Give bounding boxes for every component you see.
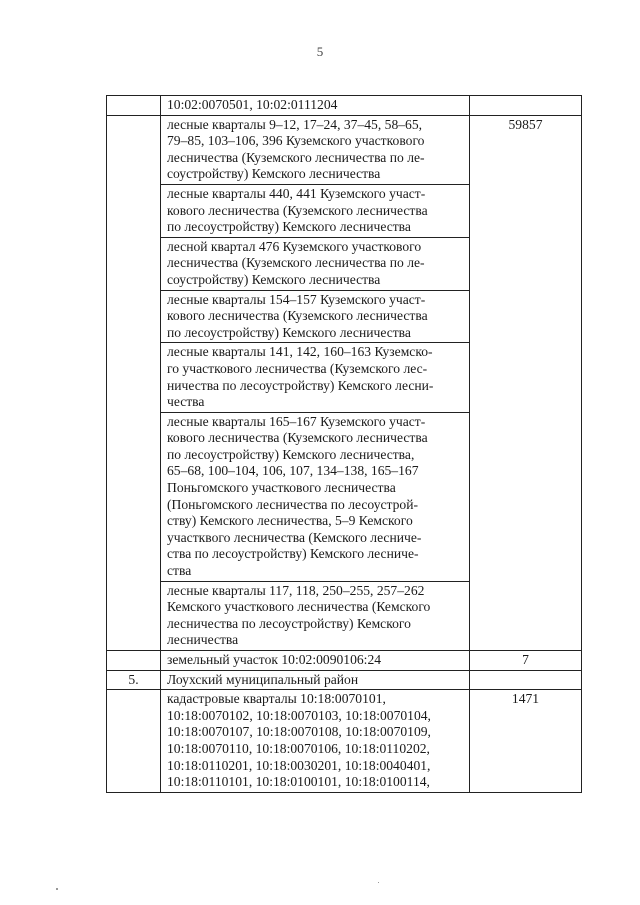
description-cell: кадастровые кварталы 10:18:0070101, 10:18:0070102, 10:18:0070103, 10:18:0070104, 10:18:0070107, 10:18:0070108, 10:18:0070109, 10:18:0070110, 10:18:0070106, 10:18:0110202, 10:18:0110201, 10:18:0030201, 10:18:0040401, 10:18:0110101, 10:18:0100101, 10:18:0100114, [161, 690, 470, 793]
area-cell: 1471 [470, 690, 582, 793]
area-cell: 59857 [470, 115, 582, 650]
description-cell: лесные кварталы 154–157 Куземского участ- кового лесничества (Куземского лесничества по лесоустройству) Кемского лесничества [161, 290, 470, 343]
table-row [107, 115, 582, 184]
row-number-cell [107, 690, 161, 793]
description-cell: лесные кварталы 165–167 Куземского участ- кового лесничества (Куземского лесничества по лесоустройству) Кемского лесничества, 65–68, 100–104, 106, 107, 134–138, 165–167 Поньгомского участкового лесничества (Поньгомского лесничества по лесоустрой- ству) Кемского лесничества, 5–9 Кемского участквого лесничества (Кемского лесниче- ства по лесоустройству) Кемского лесниче- ства [161, 412, 470, 581]
area-cell [470, 96, 582, 116]
forest-plots-table [106, 95, 582, 793]
page-number: 5 [316, 44, 324, 59]
district-name-cell: Лоухский муниципальный район [161, 670, 470, 690]
row-number-cell [107, 115, 161, 650]
table-row [107, 670, 582, 690]
description-cell: лесные кварталы 440, 441 Куземского участ- кового лесничества (Куземского лесничества по лесоустройству) Кемского лесничества [161, 184, 470, 237]
description-cell: 10:02:0070501, 10:02:0111204 [161, 96, 470, 116]
table-row [107, 690, 582, 793]
table-row [107, 96, 582, 116]
row-number-cell: 5. [107, 670, 161, 690]
area-cell: 7 [470, 651, 582, 671]
description-cell: лесные кварталы 117, 118, 250–255, 257–262 Кемского участкового лесничества (Кемского лесничества по лесоустройству) Кемского лесничества [161, 581, 470, 650]
description-cell: лесной квартал 476 Куземского участкового лесничества (Куземского лесничества по ле- соустройству) Кемского лесничества [161, 237, 470, 290]
row-number-cell [107, 651, 161, 671]
table-row [107, 651, 582, 671]
scan-speck [378, 882, 379, 883]
row-number-cell [107, 96, 161, 116]
area-cell [470, 670, 582, 690]
description-cell: лесные кварталы 9–12, 17–24, 37–45, 58–65, 79–85, 103–106, 396 Куземского участкового лесничества (Куземского лесничества по ле- соустройству) Кемского лесничества [161, 115, 470, 184]
scan-speck [56, 888, 58, 890]
description-cell: земельный участок 10:02:0090106:24 [161, 651, 470, 671]
description-cell: лесные кварталы 141, 142, 160–163 Куземско- го участкового лесничества (Куземского лес- ничества по лесоустройству) Кемского лесни- чества [161, 343, 470, 412]
